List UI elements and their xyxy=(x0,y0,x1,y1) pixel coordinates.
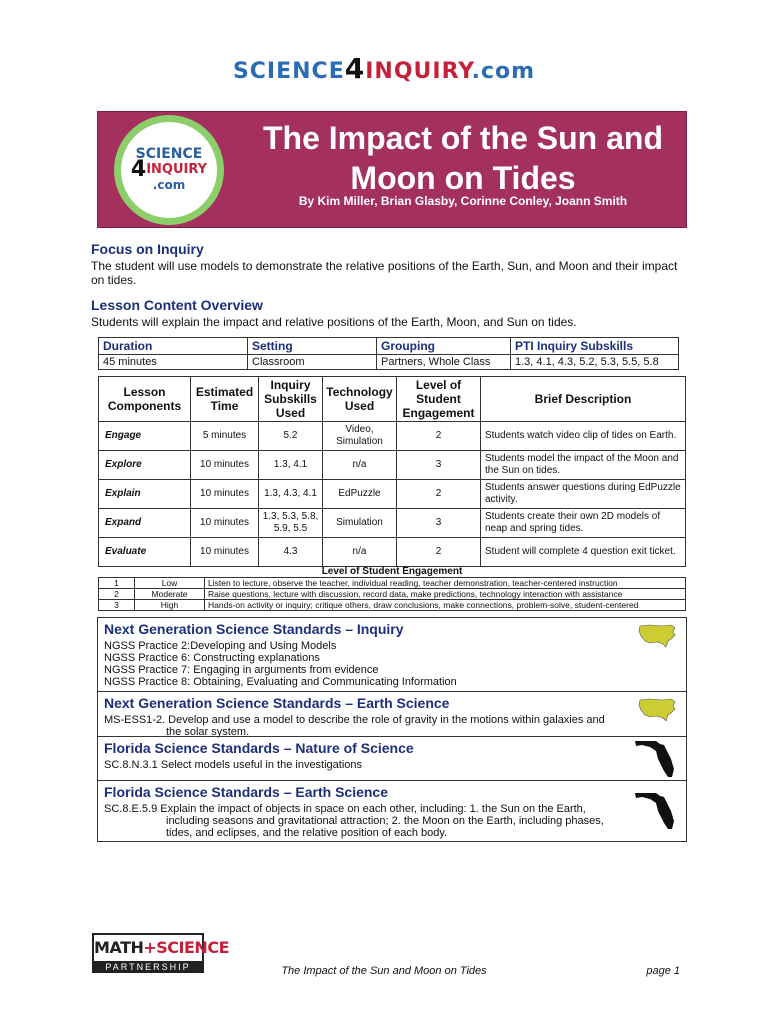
engagement-label: High xyxy=(135,600,205,611)
overview-header: Duration xyxy=(99,338,248,355)
logo-num: 4 xyxy=(130,157,147,182)
logo-inquiry: INQUIRY xyxy=(146,162,208,177)
lesson-subskills: 1.3, 5.3, 5.8, 5.9, 5.5 xyxy=(259,509,323,538)
engagement-table xyxy=(98,577,686,611)
lesson-engagement: 3 xyxy=(397,509,481,538)
standard-line-indent: the solar system. xyxy=(166,726,250,738)
standard-title: Florida Science Standards – Nature of Science xyxy=(104,740,414,756)
lesson-description: Students watch video clip of tides on Earth. xyxy=(481,422,686,451)
standard-ngss-inquiry xyxy=(98,618,686,691)
overview-text: Students will explain the impact and relative positions of the Earth, Moon, and Sun on tides. xyxy=(91,315,577,329)
lesson-header: Lesson Components xyxy=(99,377,191,422)
lesson-time: 10 minutes xyxy=(191,451,259,480)
overview-value: 1.3, 4.1, 4.3, 5.2, 5.3, 5.5, 5.8 xyxy=(511,355,679,370)
engagement-description: Listen to lecture, observe the teacher, individual reading, teacher demonstration, teacher-centered instruction xyxy=(205,578,686,589)
lesson-time: 10 minutes xyxy=(191,509,259,538)
brand-inquiry: INQUIRY xyxy=(365,59,472,84)
lesson-time: 5 minutes xyxy=(191,422,259,451)
science4inquiry-logo xyxy=(114,115,224,225)
engagement-level: 2 xyxy=(99,589,135,600)
overview-value: Partners, Whole Class xyxy=(377,355,511,370)
brand-dotcom: .com xyxy=(471,59,536,84)
engagement-description: Hands-on activity or inquiry; critique others, draw conclusions, make connections, problem-solve, student-centered xyxy=(205,600,686,611)
overview-value: Classroom xyxy=(248,355,377,370)
page-number: page 1 xyxy=(646,965,680,977)
standard-line: SC.8.E.5.9 Explain the impact of objects in space on each other, including: 1. the Sun on the Earth, xyxy=(104,803,586,815)
engagement-description: Raise questions, lecture with discussion, record data, make predictions, technology interaction with assistance xyxy=(205,589,686,600)
standards-box xyxy=(97,617,687,842)
overview-table xyxy=(98,337,679,370)
overview-header: PTI Inquiry Subskills xyxy=(511,338,679,355)
lesson-subskills: 1.3, 4.1 xyxy=(259,451,323,480)
table-row xyxy=(99,589,686,600)
overview-value: 45 minutes xyxy=(99,355,248,370)
lesson-components-table xyxy=(98,376,686,567)
standard-line xyxy=(104,827,624,839)
footer-title: The Impact of the Sun and Moon on Tides xyxy=(281,965,487,977)
standard-line: NGSS Practice 6: Constructing explanations xyxy=(104,652,320,664)
florida-map-icon xyxy=(634,739,678,779)
table-row xyxy=(99,509,686,538)
lesson-technology: EdPuzzle xyxy=(323,480,397,509)
table-row xyxy=(99,600,686,611)
lesson-description: Students model the impact of the Moon and the Sun on tides. xyxy=(481,451,686,480)
lesson-header: Level of Student Engagement xyxy=(397,377,481,422)
logo-line3: .com xyxy=(152,178,186,192)
page-title xyxy=(248,118,678,198)
brand-four: 4 xyxy=(344,52,366,85)
brand-science: SCIENCE xyxy=(232,59,345,84)
lesson-time: 10 minutes xyxy=(191,480,259,509)
title-banner xyxy=(97,111,687,228)
lesson-subskills: 4.3 xyxy=(259,538,323,567)
lesson-engagement: 2 xyxy=(397,480,481,509)
engagement-label: Low xyxy=(135,578,205,589)
lesson-technology: n/a xyxy=(323,451,397,480)
logo-line2 xyxy=(121,157,217,182)
lesson-header: Brief Description xyxy=(481,377,686,422)
logo-line1: SCIENCE xyxy=(135,146,203,162)
focus-heading: Focus on Inquiry xyxy=(91,241,204,257)
lesson-technology: Simulation xyxy=(323,509,397,538)
lesson-time: 10 minutes xyxy=(191,538,259,567)
lesson-component: Engage xyxy=(99,422,191,451)
engagement-level: 3 xyxy=(99,600,135,611)
title-line1: The Impact of the Sun and xyxy=(262,120,663,156)
logo-plus: + xyxy=(143,938,157,957)
table-row xyxy=(99,480,686,509)
lesson-engagement: 2 xyxy=(397,422,481,451)
standard-line-indent: including seasons and gravitational attraction; 2. the Moon on the Earth, including phases, xyxy=(166,815,604,827)
table-row xyxy=(99,538,686,567)
overview-header: Setting xyxy=(248,338,377,355)
lesson-header: Inquiry Subskills Used xyxy=(259,377,323,422)
overview-header: Grouping xyxy=(377,338,511,355)
standard-line xyxy=(104,815,624,827)
standard-title: Florida Science Standards – Earth Science xyxy=(104,784,388,800)
engagement-title: Level of Student Engagement xyxy=(321,566,463,577)
logo-science: SCIENCE xyxy=(156,938,229,957)
standard-line: NGSS Practice 8: Obtaining, Evaluating and Communicating Information xyxy=(104,676,457,688)
lesson-technology: Video, Simulation xyxy=(323,422,397,451)
lesson-component: Explore xyxy=(99,451,191,480)
footer-logo-top xyxy=(92,933,229,961)
lesson-subskills: 5.2 xyxy=(259,422,323,451)
lesson-engagement: 2 xyxy=(397,538,481,567)
standard-title: Next Generation Science Standards – Earth Science xyxy=(104,695,450,711)
standard-ngss-earth xyxy=(98,691,686,736)
standard-florida-nature xyxy=(98,736,686,780)
engagement-level: 1 xyxy=(99,578,135,589)
florida-map-icon xyxy=(634,789,678,833)
title-line2: Moon on Tides xyxy=(350,160,576,196)
lesson-component: Expand xyxy=(99,509,191,538)
lesson-description: Students create their own 2D models of neap and spring tides. xyxy=(481,509,686,538)
usa-map-icon xyxy=(638,696,678,722)
lesson-header: Technology Used xyxy=(323,377,397,422)
lesson-subskills: 1.3, 4.3, 4.1 xyxy=(259,480,323,509)
standard-line: SC.8.N.3.1 Select models useful in the investigations xyxy=(104,759,363,771)
lesson-component: Evaluate xyxy=(99,538,191,567)
table-row xyxy=(99,578,686,589)
lesson-technology: n/a xyxy=(323,538,397,567)
logo-partnership: PARTNERSHIP xyxy=(92,961,204,973)
focus-text: The student will use models to demonstrate the relative positions of the Earth, Sun, and Moon and their impact on tides. xyxy=(91,259,678,287)
lesson-description: Students answer questions during EdPuzzle activity. xyxy=(481,480,686,509)
standard-line-indent: tides, and eclipses, and the relative position of each body. xyxy=(166,827,448,839)
table-row xyxy=(99,422,686,451)
overview-heading: Lesson Content Overview xyxy=(91,297,263,313)
authors: By Kim Miller, Brian Glasby, Corinne Conley, Joann Smith xyxy=(298,194,628,208)
standard-florida-earth xyxy=(98,780,686,842)
standard-title: Next Generation Science Standards – Inquiry xyxy=(104,621,404,637)
lesson-header: Estimated Time xyxy=(191,377,259,422)
usa-map-icon xyxy=(638,622,678,648)
brand-logo xyxy=(0,52,768,85)
standard-line: NGSS Practice 2:Developing and Using Models xyxy=(104,640,337,652)
standard-line: NGSS Practice 7: Engaging in arguments from evidence xyxy=(104,664,379,676)
logo-math: MATH xyxy=(94,938,144,957)
standard-line: MS-ESS1-2. Develop and use a model to describe the role of gravity in the motions within galaxies and xyxy=(104,714,605,726)
table-row xyxy=(99,451,686,480)
lesson-engagement: 3 xyxy=(397,451,481,480)
engagement-label: Moderate xyxy=(135,589,205,600)
lesson-description: Student will complete 4 question exit ticket. xyxy=(481,538,686,567)
lesson-component: Explain xyxy=(99,480,191,509)
